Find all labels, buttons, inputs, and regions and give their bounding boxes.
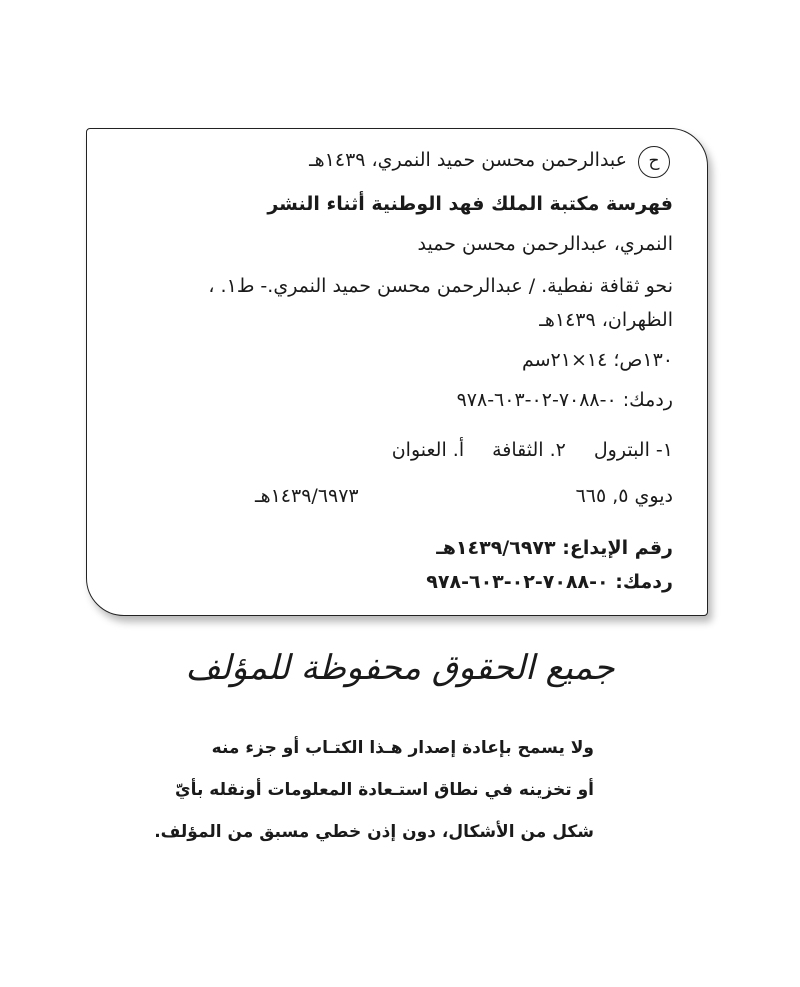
copyright-line: عبدالرحمن محسن حميد النمري، ١٤٣٩هـ — [309, 149, 627, 171]
isbn-bold: ردمك: ٠-٧٠٨٨-٠٢-٦٠٣-٩٧٨ — [426, 571, 673, 593]
dewey-classification: ديوي ٥, ٦٦٥ — [575, 485, 673, 507]
deposit-number: رقم الإيداع: ١٤٣٩/٦٩٧٣هـ — [436, 537, 673, 559]
rights-reserved: جميع الحقوق محفوظة للمؤلف — [185, 648, 615, 688]
title-statement: نحو ثقافة نفطية. / عبدالرحمن محسن حميد النمري.- ط١. ، — [208, 275, 673, 297]
copyright-marker: ح — [638, 146, 670, 178]
dewey-number: ١٤٣٩/٦٩٧٣هـ — [255, 485, 359, 507]
catalog-heading: فهرسة مكتبة الملك فهد الوطنية أثناء النشر — [267, 193, 673, 215]
physical-description: ١٣٠ص؛ ١٤×٢١سم — [521, 349, 673, 371]
subject-title: أ. العنوان — [391, 439, 465, 461]
notice-line-1: ولا يسمح بإعادة إصدار هـذا الكتـاب أو جزء منه — [211, 738, 594, 758]
isbn-line: ردمك: ٠-٧٠٨٨-٠٢-٦٠٣-٩٧٨ — [456, 389, 673, 411]
notice-line-2: أو تخزينه في نطاق استـعادة المعلومات أونقله بأيّ — [175, 780, 594, 800]
cataloging-card — [86, 128, 708, 616]
subject-culture: ٢. الثقافة — [492, 439, 566, 461]
notice-line-3: شكل من الأشكال، دون إذن خطي مسبق من المؤلف. — [154, 822, 594, 842]
subjects-line — [392, 439, 673, 461]
publication-place: الظهران، ١٤٣٩هـ — [539, 309, 673, 331]
subject-petroleum: ١- البترول — [593, 439, 673, 461]
author-entry: النمري، عبدالرحمن محسن حميد — [417, 233, 673, 255]
